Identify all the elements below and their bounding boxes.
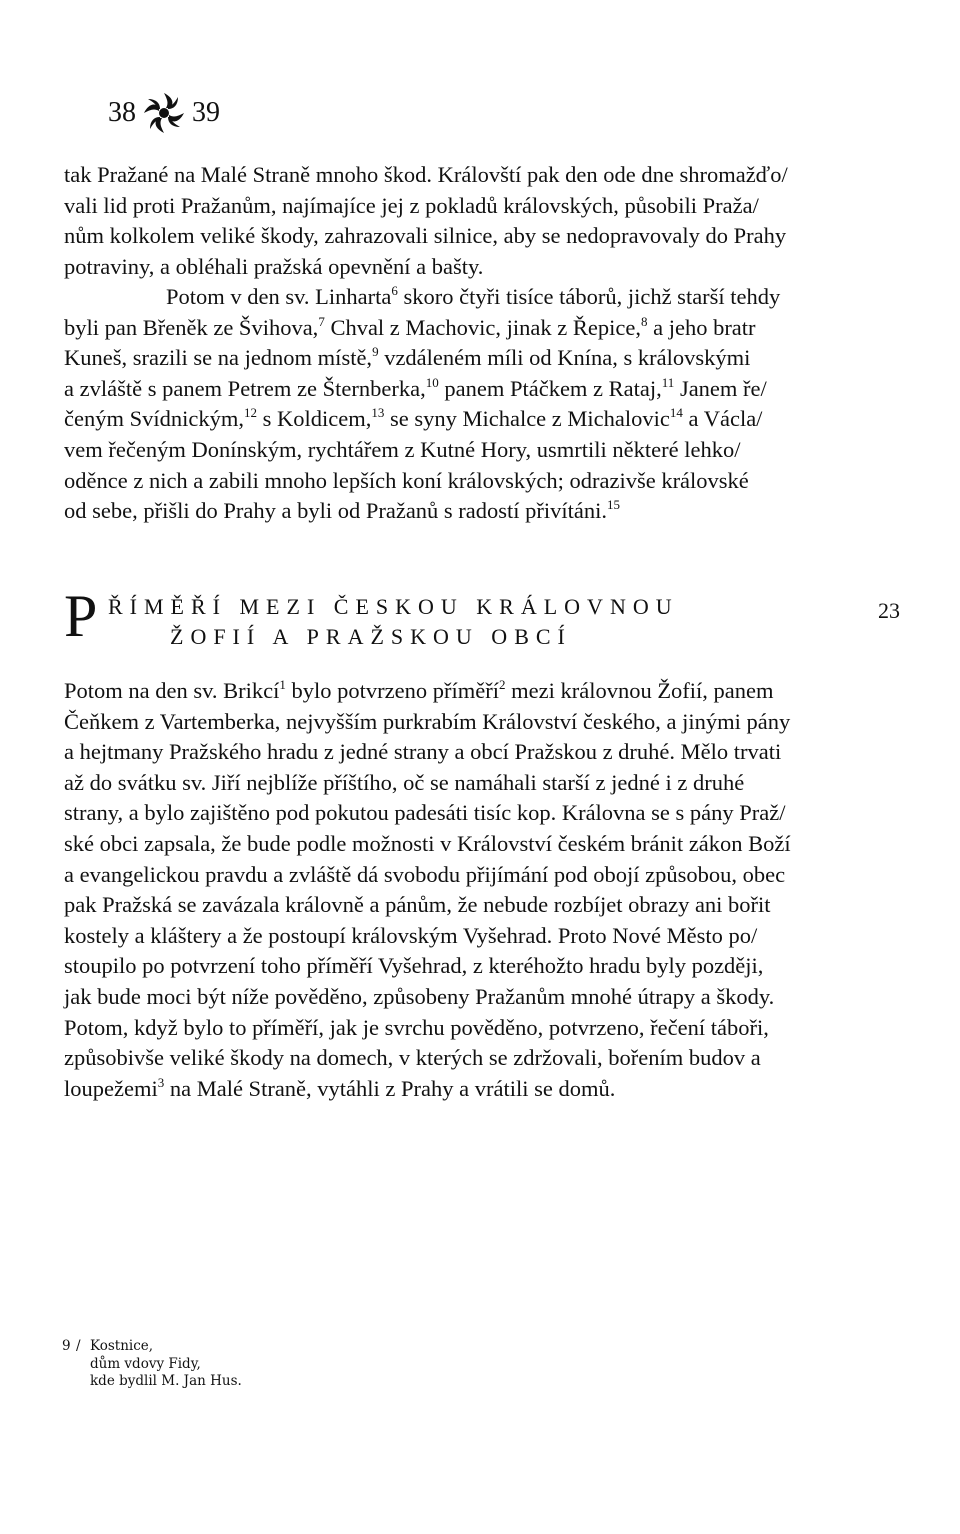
text-run: vzdáleném míli od Knína, s královskými bbox=[378, 345, 751, 371]
caption-number: 9 bbox=[62, 1338, 71, 1354]
text-line bbox=[64, 191, 896, 222]
text-line bbox=[64, 798, 896, 829]
text-run: oděnce z nich a zabili mnoho lepších koní královských; odrazivše královské bbox=[64, 467, 749, 493]
figure-caption bbox=[62, 1338, 242, 1391]
page-number-right: 39 bbox=[192, 97, 220, 128]
text-run: strany, a bylo zajištěno pod pokutou padesáti tisíc kop. Královna se s pány Praž/ bbox=[64, 800, 786, 826]
text-run: pak Pražská se zavázala královně a pánům, že nebude rozbíjet obrazy ani bořit bbox=[64, 892, 771, 918]
text-line bbox=[64, 676, 896, 707]
paragraph-1 bbox=[64, 160, 896, 282]
text-run: panem Ptáčkem z Rataj, bbox=[438, 375, 662, 401]
text-line bbox=[64, 982, 896, 1013]
text-line bbox=[64, 1043, 896, 1074]
footnote-ref: 3 bbox=[157, 1074, 165, 1090]
caption-line: kde bydlil M. Jan Hus. bbox=[90, 1373, 242, 1389]
text-run: skoro čtyři tisíce táborů, jichž starší tehdy bbox=[397, 284, 781, 309]
text-line bbox=[64, 160, 896, 191]
footnote-ref: 15 bbox=[607, 497, 621, 513]
text-run: od sebe, přišli do Prahy a byli od Pražanů s radostí přivítáni. bbox=[64, 498, 608, 524]
text-line bbox=[64, 343, 896, 374]
text-run: mezi královnou Žofií, panem bbox=[505, 678, 774, 703]
text-run: bylo potvrzeno příměří bbox=[285, 678, 499, 703]
footnote-ref: 11 bbox=[661, 374, 675, 390]
text-line bbox=[64, 890, 896, 921]
text-line bbox=[64, 1074, 896, 1105]
caption-line: dům vdovy Fidy, bbox=[90, 1355, 201, 1372]
text-line bbox=[64, 313, 896, 344]
paragraph-3 bbox=[64, 676, 896, 1104]
text-run: Janem ře/ bbox=[674, 375, 767, 401]
text-line bbox=[64, 252, 896, 283]
footnote-ref: 13 bbox=[371, 405, 385, 421]
text-line bbox=[64, 221, 896, 252]
spiral-ornament-icon bbox=[142, 91, 186, 135]
text-line bbox=[64, 435, 896, 466]
text-run: čeným Svídnickým, bbox=[64, 406, 244, 432]
text-run: byli pan Břeněk ze Švihova, bbox=[64, 314, 319, 340]
text-run: vem řečeným Donínským, rychtářem z Kutné Hory, usmrtili některé lehko/ bbox=[64, 436, 741, 462]
text-line bbox=[64, 829, 896, 860]
text-run: a zvláště s panem Petrem ze Šternberka, bbox=[64, 375, 426, 401]
text-run: Kuneš, srazili se na jednom místě, bbox=[64, 345, 373, 371]
footnote-ref: 8 bbox=[640, 313, 648, 329]
text-run: Potom, když bylo to příměří, jak je svrchu pověděno, potvrzeno, řečení táboři, bbox=[64, 1014, 769, 1040]
page-header bbox=[108, 88, 220, 138]
footnote-ref: 14 bbox=[669, 405, 683, 421]
text-line bbox=[64, 921, 896, 952]
footnote-ref: 2 bbox=[498, 677, 506, 692]
text-line bbox=[64, 404, 896, 435]
chapter-initial: P bbox=[64, 583, 98, 649]
text-line bbox=[64, 768, 896, 799]
chapter-number: 23 bbox=[878, 598, 900, 623]
text-run: a jeho bratr bbox=[647, 314, 756, 340]
text-run: potraviny, a obléhali pražská opevnění a bašty. bbox=[64, 253, 484, 279]
text-run: jak bude moci být níže pověděno, způsobeny Pražanům mnohé útrapy a škody. bbox=[64, 983, 775, 1009]
footnote-ref: 10 bbox=[425, 374, 439, 390]
text-run: kostely a kláštery a že postoupí královským Vyšehrad. Proto Nové Město po/ bbox=[64, 922, 758, 948]
text-run: na Malé Straně, vytáhli z Prahy a vrátili se domů. bbox=[164, 1075, 616, 1101]
text-run: s Koldicem, bbox=[256, 406, 372, 432]
text-line bbox=[64, 374, 896, 405]
footnote-ref: 7 bbox=[318, 313, 325, 329]
text-line bbox=[64, 707, 896, 738]
text-run: tak Pražané na Malé Straně mnoho škod. Královští pak den ode dne shromažďo/ bbox=[64, 162, 788, 187]
text-run: Chval z Machovic, jinak z Řepice, bbox=[324, 314, 641, 340]
chapter-title-line-1: ŘÍMĚŘÍ MEZI ČESKOU KRÁLOVNOU bbox=[108, 594, 679, 619]
text-line bbox=[64, 860, 896, 891]
text-run: a Václa/ bbox=[682, 406, 763, 432]
text-line bbox=[64, 951, 896, 982]
text-run: ské obci zapsala, že bude podle možnosti v Království českém bránit zákon Boží bbox=[64, 830, 791, 856]
text-line bbox=[64, 737, 896, 768]
chapter-title-line-2: ŽOFIÍ A PRAŽSKOU OBCÍ bbox=[170, 624, 572, 649]
text-run: nům kolkolem veliké škody, zahrazovali silnice, aby se nedopravovaly do Prahy bbox=[64, 223, 787, 249]
paragraph-2 bbox=[64, 282, 896, 527]
text-run: vali lid proti Pražanům, najímajíce jej z pokladů královských, působili Praža/ bbox=[64, 192, 759, 218]
text-run: Potom v den sv. Linharta bbox=[166, 284, 392, 309]
text-line bbox=[64, 282, 896, 313]
text-line bbox=[64, 1013, 896, 1044]
text-run: Potom na den sv. Brikcí bbox=[64, 678, 280, 703]
footnote-ref: 6 bbox=[391, 283, 398, 298]
chapter-heading bbox=[64, 583, 904, 676]
text-run: a hejtmany Pražského hradu z jedné strany a obcí Pražskou z druhé. Mělo trvati bbox=[64, 739, 782, 765]
footnote-ref: 1 bbox=[279, 677, 286, 692]
text-run: až do svátku sv. Jiří nejblíže příštího, oč se namáhali starší z jedné i z druhé bbox=[64, 769, 745, 795]
caption-separator: / bbox=[76, 1338, 81, 1354]
text-run: se syny Michalce z Michalovic bbox=[384, 406, 670, 432]
text-line bbox=[64, 466, 896, 497]
text-run: a evangelickou pravdu a zvláště dá svobodu přijímání pod obojí způsobou, obec bbox=[64, 861, 786, 887]
text-run: stoupilo po potvrzení toho příměří Vyšehrad, z kteréhožto hradu byly později, bbox=[64, 953, 764, 979]
footnote-ref: 12 bbox=[243, 405, 257, 421]
text-run: Čeňkem z Vartemberka, nejvyšším purkrabím Království českého, a jinými pány bbox=[64, 708, 791, 734]
page-number-left: 38 bbox=[108, 97, 136, 128]
text-run: loupežemi bbox=[64, 1075, 158, 1101]
text-line bbox=[64, 496, 896, 527]
caption-line: Kostnice, bbox=[90, 1338, 154, 1354]
footnote-ref: 9 bbox=[372, 344, 379, 360]
text-run: způsobivše veliké škody na domech, v kterých se zdržovali, bořením budov a bbox=[64, 1045, 761, 1071]
